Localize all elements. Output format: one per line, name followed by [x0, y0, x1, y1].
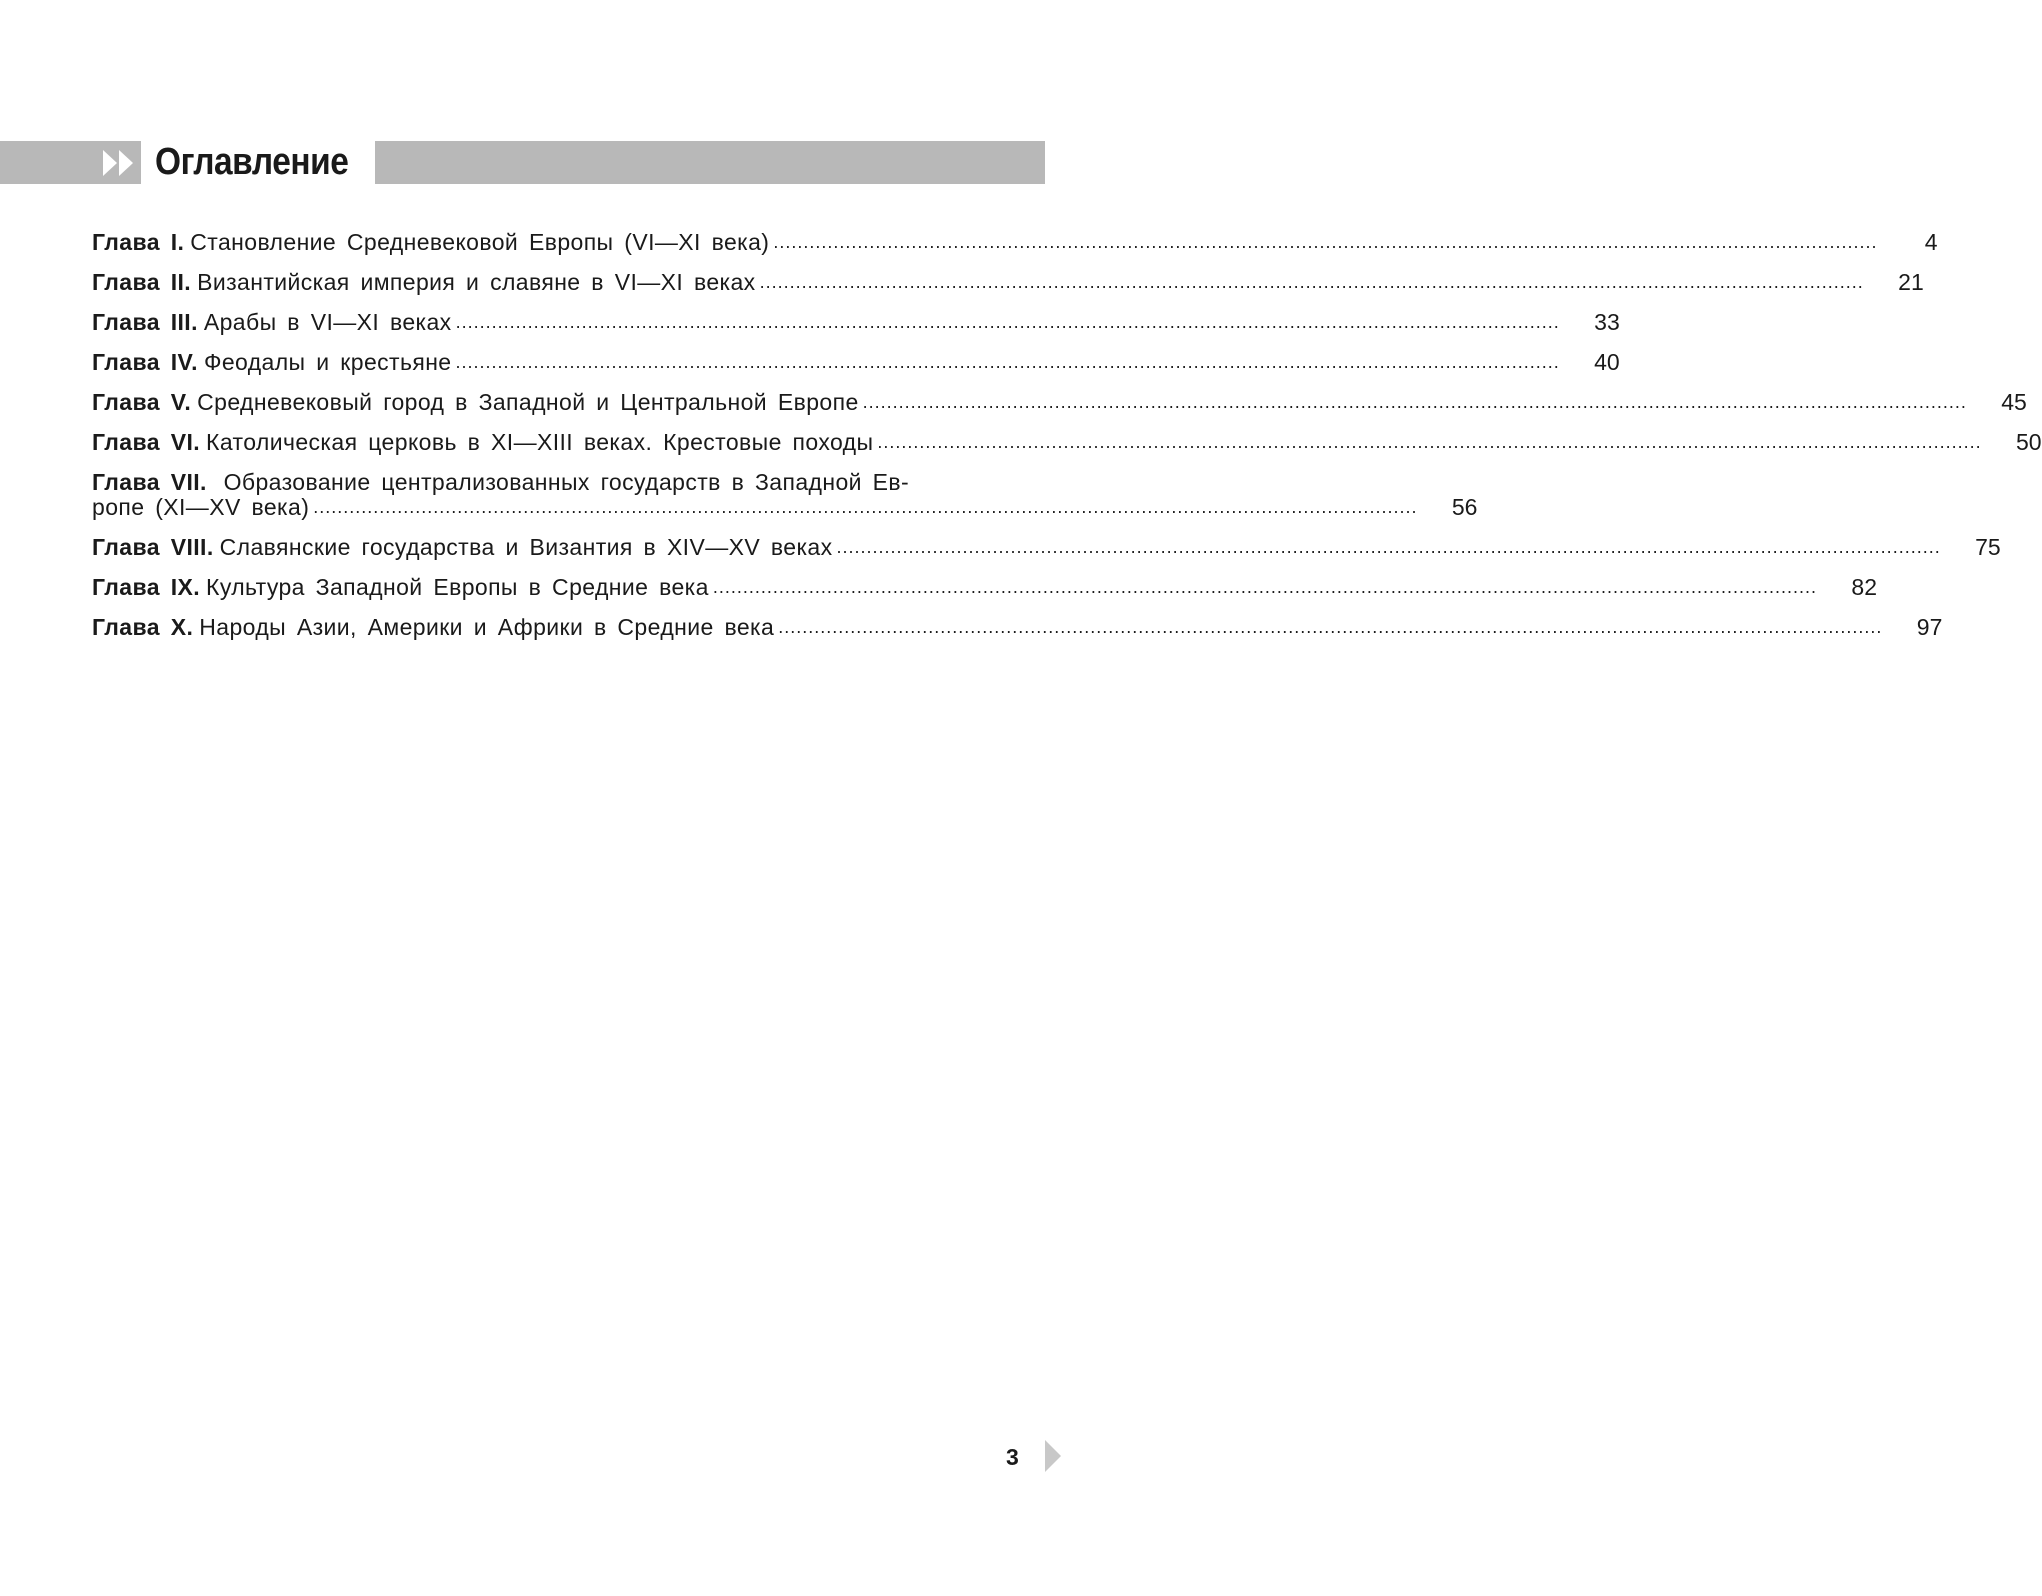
- toc-entry[interactable]: [92, 309, 1620, 335]
- toc-entry-label: Глава VII.: [92, 469, 207, 495]
- dot-leader: [456, 350, 1560, 375]
- toc-entry-title: Культура Западной Европы в Средние века: [206, 574, 709, 600]
- toc-entry-page: 97: [1916, 614, 1943, 640]
- page-number: 3: [1006, 1444, 1019, 1470]
- dot-leader: [863, 390, 1967, 415]
- dot-leader: [313, 495, 1417, 520]
- toc-entry-page: 21: [1898, 269, 1924, 295]
- dot-leader: [837, 535, 1941, 560]
- page-arrow-icon: [1045, 1440, 1063, 1472]
- header-bar-right: [375, 141, 1045, 184]
- toc-entry-label: Глава III.: [92, 309, 198, 335]
- toc-entry-title-line2: ропе (XI—XV века): [92, 494, 310, 520]
- toc-entry[interactable]: [92, 269, 1924, 295]
- dot-leader: [778, 615, 1882, 640]
- toc-entry-title: Славянские государства и Византия в XIV—XV веках: [219, 534, 833, 560]
- double-chevron-right-icon: [103, 150, 137, 176]
- table-of-contents: [92, 229, 2042, 655]
- toc-entry[interactable]: [92, 614, 1943, 640]
- dot-leader: [877, 430, 1981, 455]
- toc-entry-label: Глава VIII.: [92, 534, 214, 560]
- toc-entry-label: Глава VI.: [92, 429, 201, 455]
- toc-entry-title: Народы Азии, Америки и Африки в Средние века: [199, 614, 775, 640]
- dot-leader: [713, 575, 1817, 600]
- toc-entry-page: 82: [1851, 574, 1877, 600]
- toc-entry-page: 4: [1924, 229, 1938, 255]
- toc-entry-title: Феодалы и крестьяне: [203, 349, 452, 375]
- toc-entry-page: 40: [1594, 349, 1620, 375]
- section-header: [0, 141, 1045, 184]
- dot-leader: [773, 230, 1877, 255]
- toc-entry-page: 33: [1594, 309, 1620, 335]
- toc-entry-label: Глава IV.: [92, 349, 198, 375]
- page-title: Оглавление: [155, 141, 349, 183]
- toc-entry-title: Становление Средневековой Европы (VI—XI века): [190, 229, 770, 255]
- toc-entry[interactable]: [92, 534, 2001, 560]
- toc-entry-page: 45: [2001, 389, 2027, 415]
- toc-entry[interactable]: [92, 349, 1620, 375]
- toc-entry-title: Византийская империя и славяне в VI—XI веках: [197, 269, 756, 295]
- toc-entry[interactable]: [92, 469, 1478, 520]
- toc-entry-page: 50: [2016, 429, 2042, 455]
- dot-leader: [456, 310, 1560, 335]
- toc-entry[interactable]: [92, 389, 2027, 415]
- toc-entry-title: Католическая церковь в XI—XIII веках. Крестовые походы: [206, 429, 874, 455]
- dot-leader: [760, 270, 1864, 295]
- toc-entry[interactable]: [92, 574, 1877, 600]
- toc-entry-page: 75: [1975, 534, 2001, 560]
- toc-entry-label: Глава V.: [92, 389, 192, 415]
- toc-entry-page: 56: [1451, 494, 1478, 520]
- toc-entry-title-line1: Образование централизованных государств в Западной Ев-: [223, 469, 910, 495]
- toc-entry[interactable]: [92, 229, 1938, 255]
- toc-entry-label: Глава II.: [92, 269, 192, 295]
- toc-entry-title: Арабы в VI—XI веках: [203, 309, 452, 335]
- toc-entry-label: Глава X.: [92, 614, 194, 640]
- toc-entry-label: Глава IX.: [92, 574, 201, 600]
- toc-entry-label: Глава I.: [92, 229, 185, 255]
- toc-entry[interactable]: [92, 429, 2042, 455]
- toc-entry-title: Средневековый город в Западной и Центральной Европе: [197, 389, 859, 415]
